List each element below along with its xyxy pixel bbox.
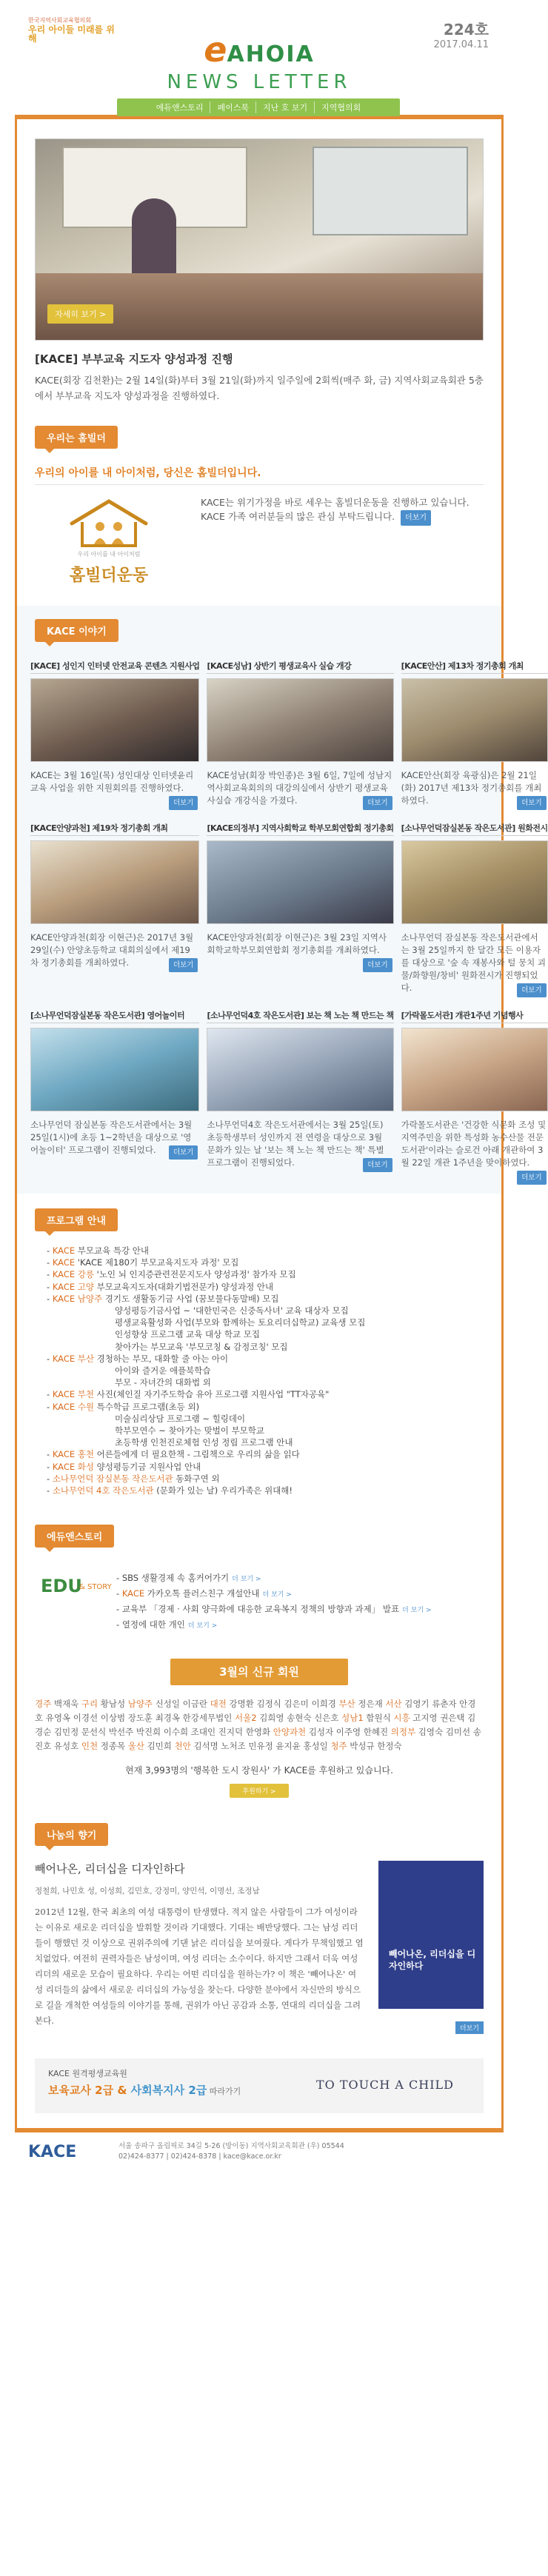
program-item[interactable]: - KACE 강릉 '노인 뇌 인지증관련전문지도사 양성과정' 참가자 모집 (47, 1269, 296, 1280)
programs-tag: 프로그램 안내 (35, 1208, 118, 1231)
program-item[interactable]: - KACE 'KACE 제180기 부모교육지도자 과정' 모집 (47, 1257, 239, 1268)
news-card[interactable] (401, 658, 548, 810)
member-names: 황남성 (100, 1699, 126, 1710)
program-text: 'KACE 제180기 부모교육지도자 과정' 모집 (77, 1257, 239, 1268)
news-card-text: 가락몰도서관은 '건강한 식문화 조성 및 지역주민을 위한 특성화 농수산물 전문 도서관'이라는 슬로건 아래 개관하여 3월 22일 개관 1주년을 맞이하였다. (401, 1120, 547, 1168)
homebuilder-more-button[interactable]: 더보기 (401, 510, 431, 526)
news-card-more-button[interactable]: 더보기 (517, 1171, 547, 1185)
members-section (17, 1648, 501, 1810)
hero-photo-window (313, 147, 468, 235)
member-group (81, 1699, 128, 1709)
program-text: 경청하는 부모, 대화할 줄 아는 아이 (96, 1353, 229, 1364)
news-card-image[interactable] (207, 840, 393, 924)
nav-item-past-issues[interactable]: 지난 호 보기 (256, 101, 315, 113)
news-card[interactable] (207, 820, 393, 997)
program-org: 소나무언덕 잠실본동 작은도서관 (52, 1473, 173, 1484)
homebuilder-text-block (183, 492, 484, 592)
banner-amp: & (113, 2084, 131, 2098)
news-card-more-button[interactable]: 더보기 (169, 1145, 198, 1160)
nav-item-regional[interactable]: 지역협의회 (321, 103, 361, 113)
program-org: KACE (52, 1245, 76, 1256)
news-card-title[interactable]: [KACE안산] 제13차 정기총회 개최 (401, 658, 548, 674)
member-region: 대전 (210, 1699, 227, 1710)
member-region: 의정부 (390, 1727, 416, 1738)
member-region: 경주 (35, 1699, 52, 1710)
program-item[interactable] (47, 1328, 476, 1340)
donate-button[interactable]: 후원하기 > (230, 1784, 289, 1798)
member-group (81, 1741, 128, 1751)
news-card-text: 소나무언덕 잠실본동 작은도서관에서는 3월 25일까지 한 달간 모든 이용자를 대상으로 '숲 속 재봉사와 털 뭉치 괴물/화향원/창비' 원화전시가 진행되었다. (401, 932, 547, 993)
news-card-title[interactable]: [소나무언덕4호 작은도서관] 보는 책 노는 책 만드는 책 (207, 1008, 393, 1023)
brand-logo-text: AHOIA (227, 41, 315, 67)
member-names: 백재욱 (53, 1699, 79, 1710)
program-text: 찾아가는 부모교육 '부모코칭 & 감정코칭' 모집 (115, 1341, 288, 1352)
news-card-image[interactable] (401, 840, 548, 924)
eduandstory-more-link[interactable]: 더 보기 > (262, 1591, 292, 1599)
news-card-text-block (207, 769, 393, 807)
banner-line2a: 보육교사 2급 (48, 2084, 114, 2098)
program-text: 양성평등기금사업 ~ '대한민국은 신중독사녀' 교육 대상자 모집 (115, 1305, 349, 1317)
news-card-text-block (30, 1119, 199, 1157)
member-region: 시흥 (393, 1713, 410, 1724)
program-item[interactable] (47, 1425, 476, 1436)
program-org: KACE 수원 (52, 1401, 94, 1412)
homebuilder-title: 우리의 아이를 내 아이처럼, 당신은 홈빌더입니다. (35, 467, 261, 479)
eduandstory-logo-small: & STORY (79, 1583, 112, 1592)
eduandstory-item[interactable]: - SBS 생활경제 속 홈커어가기 더 보기 > (116, 1573, 261, 1584)
eduandstory-more-link[interactable]: 더 보기 > (232, 1576, 261, 1584)
program-text: 양성평등기금 지원사업 안내 (96, 1461, 201, 1472)
eduandstory-item[interactable]: - 교육부 「경제 · 사회 양극화에 대응한 교육복지 정책의 방향과 과제」 발표 더 보기 > (116, 1604, 432, 1615)
news-card-text-block (30, 769, 199, 807)
banner-line2b: 사회복지사 2급 (130, 2084, 207, 2098)
program-item[interactable]: - KACE 남양주 경기도 생활동기금 사업 (꿈보물다동말배) 모집 (47, 1293, 279, 1304)
news-card-image[interactable] (30, 678, 199, 762)
issue-number: 224호 (443, 21, 489, 39)
eduandstory-more-link[interactable]: 더 보기 > (187, 1622, 218, 1630)
news-card-title[interactable]: [KACE] 성인지 인터넷 안전교육 콘텐츠 지원사업 (30, 658, 199, 674)
member-group (175, 1741, 331, 1751)
content-frame (15, 119, 548, 2128)
footer-logo[interactable]: KACE (28, 2142, 77, 2161)
news-card[interactable] (30, 820, 199, 997)
eduandstory-item[interactable]: - KACE 가카오톡 플러스친구 개설안내 더 보기 > (116, 1588, 292, 1599)
program-text: 아이와 즐거운 애플북학습 (115, 1365, 211, 1376)
eduandstory-text: SBS 생활경제 속 홈커어가기 (121, 1573, 230, 1584)
news-card-image[interactable] (207, 678, 393, 762)
eduandstory-text: 교육부 「경제 · 사회 양극화에 대응한 교육복지 정책의 방향과 과제」 발표 (121, 1604, 400, 1615)
program-list (47, 1245, 476, 1496)
program-org: KACE 남양주 (52, 1293, 103, 1304)
member-region: 천안 (174, 1741, 191, 1752)
news-card-image[interactable] (401, 1028, 548, 1111)
program-org: 소나무언덕 4호 작은도서관 (52, 1485, 154, 1496)
news-card-more-button[interactable]: 더보기 (517, 796, 547, 810)
banner-slogan: TO TOUCH A CHILD (315, 2078, 454, 2092)
member-names: 정은재 (358, 1699, 383, 1710)
eduandstory-list (116, 1561, 431, 1633)
program-text: 경기도 생활동기금 사업 (꿈보물다동말배) 모집 (104, 1293, 279, 1304)
nanum-text (35, 1861, 364, 2029)
program-text: 어른들에게 더 필요한책 - 그림책으로 우리의 삶을 읽다 (96, 1449, 300, 1460)
member-group (35, 1699, 81, 1709)
program-text: 인성향상 프로그램 교육 대상 학교 모집 (115, 1329, 261, 1340)
news-card-more-button[interactable]: 더보기 (363, 958, 392, 972)
member-group (128, 1699, 210, 1709)
news-card-text-block (207, 1119, 393, 1169)
member-names: 함원식 (366, 1713, 391, 1724)
homebuilder-row (35, 484, 484, 592)
program-text: 학부모연수 ~ 찾아가는 맞벌이 부모학교 (115, 1425, 264, 1436)
news-card-text: 소나무언덕 잠실본동 작은도서관에서는 3월 25일(1시)에 초등 1~2학년을 대상으로 '영어놀이터' 프로그램이 진행되었다. (30, 1120, 193, 1155)
nav-item-facebook[interactable]: 페이스북 (210, 101, 256, 113)
news-card-image[interactable] (401, 678, 548, 762)
news-card-title[interactable]: [소나무언덕잠실본동 작은도서관] 원화전시 (401, 820, 548, 836)
book-cover[interactable] (378, 1861, 484, 2033)
member-group (273, 1727, 391, 1737)
footer-info (118, 2141, 504, 2162)
hero-section (17, 119, 501, 409)
program-item[interactable] (47, 1436, 476, 1448)
member-region: 서산 (385, 1699, 402, 1710)
eduandstory-logo-big: EDU (41, 1576, 82, 1597)
news-card[interactable] (30, 658, 199, 810)
member-names: 김영숙 김미선 송진호 유성호 (35, 1727, 481, 1752)
program-org: KACE 부산 (52, 1353, 94, 1364)
member-region: 구리 (81, 1699, 98, 1710)
eduandstory-section (17, 1511, 501, 1648)
program-text: 부모교육지도자(대화기법전문가) 양성과정 안내 (96, 1281, 274, 1292)
program-text: 부모교육 특강 안내 (77, 1245, 149, 1256)
member-names: 신성일 이금란 (155, 1699, 208, 1710)
program-item[interactable] (47, 1413, 476, 1425)
news-card-image[interactable] (207, 1028, 393, 1111)
program-text: 사진(체인질 자기주도학습 유아 프로그램 지원사업 "TT자공육" (96, 1389, 330, 1400)
program-text: (문화가 있는 날) 우리가족은 위대해! (156, 1485, 293, 1496)
program-org: KACE 부천 (52, 1389, 94, 1400)
program-item[interactable] (47, 1317, 476, 1328)
news-card-text-block (401, 1119, 548, 1182)
eduandstory-org: KACE (121, 1588, 145, 1599)
member-names: 김민희 (147, 1741, 172, 1752)
footer-contact: 02)424-8377 | 02)424-8378 | kace@kace.or.kr (118, 2152, 281, 2161)
news-card-title[interactable]: [KACE의정부] 지역사회학교 학부모회연합회 정기총회 (207, 820, 393, 836)
eduandstory-text: 가카오톡 플러스친구 개설안내 (147, 1588, 260, 1599)
member-names: 박성규 한정숙 (350, 1741, 402, 1752)
banner-line2c: 따라가기 (207, 2087, 241, 2097)
member-names: 김석명 노처조 민유정 윤지윤 홍성일 (193, 1741, 328, 1752)
banner-line2 (48, 2082, 241, 2098)
house-icon (64, 497, 153, 550)
news-card-text: KACE안양과천(회장 이현근)은 2017년 3월 29일(수) 안양초등학교 대회의실에서 제19차 정기총회를 개최하였다. (30, 932, 194, 968)
program-text: 초등학생 인천진로체험 인성 정립 프로그램 안내 (115, 1437, 293, 1448)
eduandstory-more-link[interactable]: 더 보기 > (402, 1607, 432, 1615)
news-card[interactable] (207, 1008, 393, 1185)
news-card-image[interactable] (30, 1028, 199, 1111)
homebuilder-logo-name: 홈빌더운동 (69, 566, 149, 585)
program-item[interactable]: - 소나무언덕 잠실본동 작은도서관 동화구연 외 (47, 1473, 220, 1484)
eduandstory-logo[interactable] (35, 1561, 116, 1620)
member-group (210, 1699, 339, 1709)
org-logo-line2: 우리 아이들 미래를 위해 (28, 24, 115, 44)
org-logo-line1: 한국지역사회교육협의회 (28, 17, 92, 24)
eduandstory-text: 열정에 대한 개인 (121, 1619, 185, 1630)
program-item[interactable]: - KACE 부천 사진(체인질 자기주도학습 유아 프로그램 지원사업 "TT자공육" (47, 1389, 330, 1400)
program-text: 동화구연 외 (176, 1473, 220, 1484)
news-card-more-button[interactable]: 더보기 (517, 983, 547, 997)
brand-logo-e: e (204, 30, 227, 70)
program-text: '노인 뇌 인지증관련전문지도사 양성과정' 참가자 모집 (96, 1269, 296, 1280)
member-names: 김영기 류춘자 안경호 유영옥 이경선 이상범 장도훈 최경옥 한강세무법인 (35, 1699, 476, 1724)
member-names: 김성자 이주영 한혜진 (308, 1727, 389, 1738)
program-text: 특수학급 프로그램(초등 외) (96, 1401, 200, 1412)
hero-more-button[interactable]: 자세히 보기 > (47, 304, 113, 324)
member-region: 인천 (81, 1741, 98, 1752)
top-nav (117, 98, 400, 116)
news-card[interactable] (401, 820, 548, 997)
kace-news-section (17, 606, 548, 1194)
programs-section (17, 1194, 501, 1511)
member-region: 남양주 (127, 1699, 153, 1710)
news-card-text: KACE는 3월 16일(목) 성인대상 인터넷윤리교육 사업을 위한 지원회의를 진행하였다. (30, 770, 194, 793)
nanum-meta: 정철희, 나민호 성, 이성희, 김민호, 강정미, 양민석, 이명선, 조정남 (35, 1887, 260, 1896)
news-card[interactable] (207, 658, 393, 810)
hero-photo[interactable] (35, 138, 484, 341)
kace-news-grid (30, 658, 548, 1185)
news-card-title[interactable]: [소나무언덕잠실본동 작은도서관] 영어놀이터 (30, 1008, 199, 1023)
brand-logo (0, 30, 518, 70)
issue-date: 2017.04.11 (433, 39, 489, 50)
program-text: 부모 - 자녀간의 대화법 외 (115, 1377, 211, 1388)
member-group (128, 1741, 175, 1751)
program-item[interactable] (47, 1341, 476, 1353)
news-card-text: KACE안산(회장 육광심)은 2월 21일(화) 2017년 제13차 정기총회를 개최하였다. (401, 770, 542, 806)
program-org: KACE 화성 (52, 1461, 94, 1472)
eduandstory-row (35, 1561, 484, 1633)
news-card[interactable] (30, 1008, 199, 1185)
member-region: 청주 (330, 1741, 347, 1752)
nanum-more-button[interactable]: 더보기 (455, 2021, 484, 2034)
program-text: 평생교육활성화 사업(부모와 함께하는 토요리더십학교) 교육생 모집 (115, 1317, 366, 1328)
news-card-text: 소나무언덕4호 작은도서관에서는 3월 25일(토) 초등학생부터 성인까지 전 연령을 대상으로 3월 문화가 있는 날 '보는 책 노는 책 만드는 책' 특별 프로그램이 진행되었다. (207, 1120, 384, 1168)
nanum-tag: 나눔의 향기 (35, 1823, 108, 1846)
member-group (338, 1699, 385, 1709)
eduandstory-item[interactable]: - 열정에 대한 개인 더 보기 > (116, 1619, 218, 1630)
member-region: 서울2 (235, 1713, 257, 1724)
nav-item-eduandstory[interactable]: 에듀앤스토리 (150, 101, 211, 113)
member-names: 정종목 (100, 1741, 126, 1752)
members-title: 3월의 신규 회원 (170, 1659, 348, 1685)
program-item[interactable] (47, 1365, 476, 1376)
member-region: 성남1 (341, 1713, 364, 1724)
homebuilder-logo[interactable] (35, 492, 183, 592)
member-names: 고지영 권은택 김경순 김민정 문선식 박선주 박진희 이수희 조대인 진지덕 한영화 (35, 1713, 476, 1738)
news-card-more-button[interactable]: 더보기 (169, 796, 198, 810)
member-group (330, 1741, 401, 1751)
spacer (17, 2113, 501, 2128)
homebuilder-tag: 우리는 홈빌더 (35, 426, 118, 449)
program-item[interactable] (47, 1305, 476, 1317)
member-region: 울산 (127, 1741, 144, 1752)
program-item[interactable]: - KACE 고양 부모교육지도자(대화기법전문가) 양성과정 안내 (47, 1281, 274, 1292)
homebuilder-text: KACE는 위기가정을 바로 세우는 홈빌더운동을 진행하고 있습니다. KACE 가족 여러분들의 많은 관심 부탁드립니다. (201, 497, 470, 522)
news-card-text: KACE성남(회장 박인종)은 3월 6일, 7일에 성남지역사회교육회의의 대강의실에서 상반기 평생교육사실습 개강식을 가졌다. (207, 770, 392, 806)
news-card-more-button[interactable]: 더보기 (363, 796, 392, 810)
member-region: 안양과천 (273, 1727, 307, 1738)
book-cover-title: 빼어나온, 리더십을 디자인하다 (389, 1949, 476, 1972)
kace-news-tag: KACE 이야기 (35, 619, 118, 642)
news-card-text-block (207, 931, 393, 969)
lifelong-education-banner[interactable] (35, 2058, 484, 2113)
footer (15, 2132, 504, 2171)
member-region: 부산 (338, 1699, 355, 1710)
news-card-text-block (401, 769, 548, 807)
news-card-image[interactable] (30, 840, 199, 924)
nanum-title: 빼어나온, 리더십을 디자인하다 (35, 1862, 185, 1876)
program-item[interactable]: - KACE 부모교육 특강 안내 (47, 1245, 149, 1256)
program-org: KACE 홍천 (52, 1449, 94, 1460)
eduandstory-tag: 에듀앤스토리 (35, 1525, 114, 1548)
nanum-body: 2012년 12월, 한국 최초의 여성 대통령이 탄생했다. 적지 않은 사람들이 그가 여성이라는 이유로 새로운 리더십을 발휘할 것이라 기대했다. 기대는 배반당했다. 그는 남성 리더들이 행했던 것 이상으로 권위주의에 기댄 낡은 리더십을 보여줬다. 게다가 무책임했고 염치없었다. 여전히 권력자들은 남성이며, 여성 리더는 소수이다. 하지만 그래서 더욱 여성 리더의 새로운 모습이 필요하다. 우리는 어떤 리더십을 원하는가? 이 책은 '빼어나온' 여성 리더들의 삶에서 새로운 리더십의 가능성을 찾는다. 다양한 분야에서 자신만의 방식으로 길을 개척한 여성들의 이야기를 통해, 권위가 아닌 공감과 소통, 연대의 리더십을 그려본다. (35, 1907, 364, 2027)
news-card-text-block (30, 931, 199, 969)
hero-title[interactable]: [KACE] 부부교육 지도자 양성과정 진행 (35, 352, 233, 366)
news-card-title[interactable]: [KACE안양과천] 제19차 정기총회 개최 (30, 820, 199, 836)
program-item[interactable]: - KACE 수원 특수학급 프로그램(초등 외) (47, 1401, 200, 1412)
nanum-row (35, 1861, 484, 2033)
program-org: KACE (52, 1257, 76, 1268)
program-item[interactable]: - KACE 홍천 어른들에게 더 필요한책 - 그림책으로 우리의 삶을 읽다 (47, 1449, 300, 1460)
program-item[interactable]: - KACE 부산 경청하는 부모, 대화할 줄 아는 아이 (47, 1353, 229, 1364)
program-org: KACE 고양 (52, 1281, 94, 1292)
news-card-title[interactable]: [가락몰도서관] 개관1주년 기념행사 (401, 1008, 548, 1023)
news-card-title[interactable]: [KACE성남] 상반기 평생교육사 실습 개강 (207, 658, 393, 674)
hero-description: KACE(회장 김천환)는 2월 14일(화)부터 3월 21일(화)까지 일주일에 2회씩(매주 화, 금) 지역사회교육회관 5층에서 부부교육 지도자 양성과정을 진행하였다. (35, 375, 484, 401)
members-list (35, 1697, 484, 1753)
program-item[interactable]: - KACE 화성 양성평등기금 지원사업 안내 (47, 1461, 201, 1472)
members-thanks: 현재 3,993명의 '행복한 도시 장원사' 가 KACE를 후원하고 있습니다. (125, 1765, 393, 1776)
program-item[interactable] (47, 1376, 476, 1388)
program-text: 미술심리상담 프로그램 ~ 힐링데이 (115, 1413, 246, 1424)
news-card-text-block (401, 931, 548, 994)
member-names: 강명환 김정식 김은미 이희경 (229, 1699, 336, 1710)
member-group (235, 1713, 341, 1723)
newsletter-title: NEWS LETTER (167, 71, 352, 93)
news-card-more-button[interactable]: 더보기 (169, 958, 198, 972)
news-card-more-button[interactable]: 더보기 (363, 1158, 392, 1172)
homebuilder-section (17, 409, 501, 606)
nanum-section (17, 1810, 501, 2044)
header (0, 0, 518, 115)
news-card-text: KACE안양과천(회장 이현근)은 3월 23일 지역사회학교학부모회연합회 정기총회를 개최하였다. (207, 932, 387, 955)
homebuilder-logo-sub: 우리 아이를 내 아이처럼 (77, 551, 141, 558)
news-card[interactable] (401, 1008, 548, 1185)
member-group (341, 1713, 393, 1723)
program-item[interactable]: - 소나무언덕 4호 작은도서관 (문화가 있는 날) 우리가족은 위대해! (47, 1485, 293, 1496)
footer-address: 서울 송파구 올림픽로 34길 5-26 (방이동) 지역사회교육회관 (우) 05544 (118, 2142, 344, 2151)
banner-line1: KACE 원격평생교육원 (48, 2069, 127, 2079)
program-org: KACE 강릉 (52, 1269, 94, 1280)
member-names: 김희영 송현숙 신은호 (259, 1713, 339, 1724)
